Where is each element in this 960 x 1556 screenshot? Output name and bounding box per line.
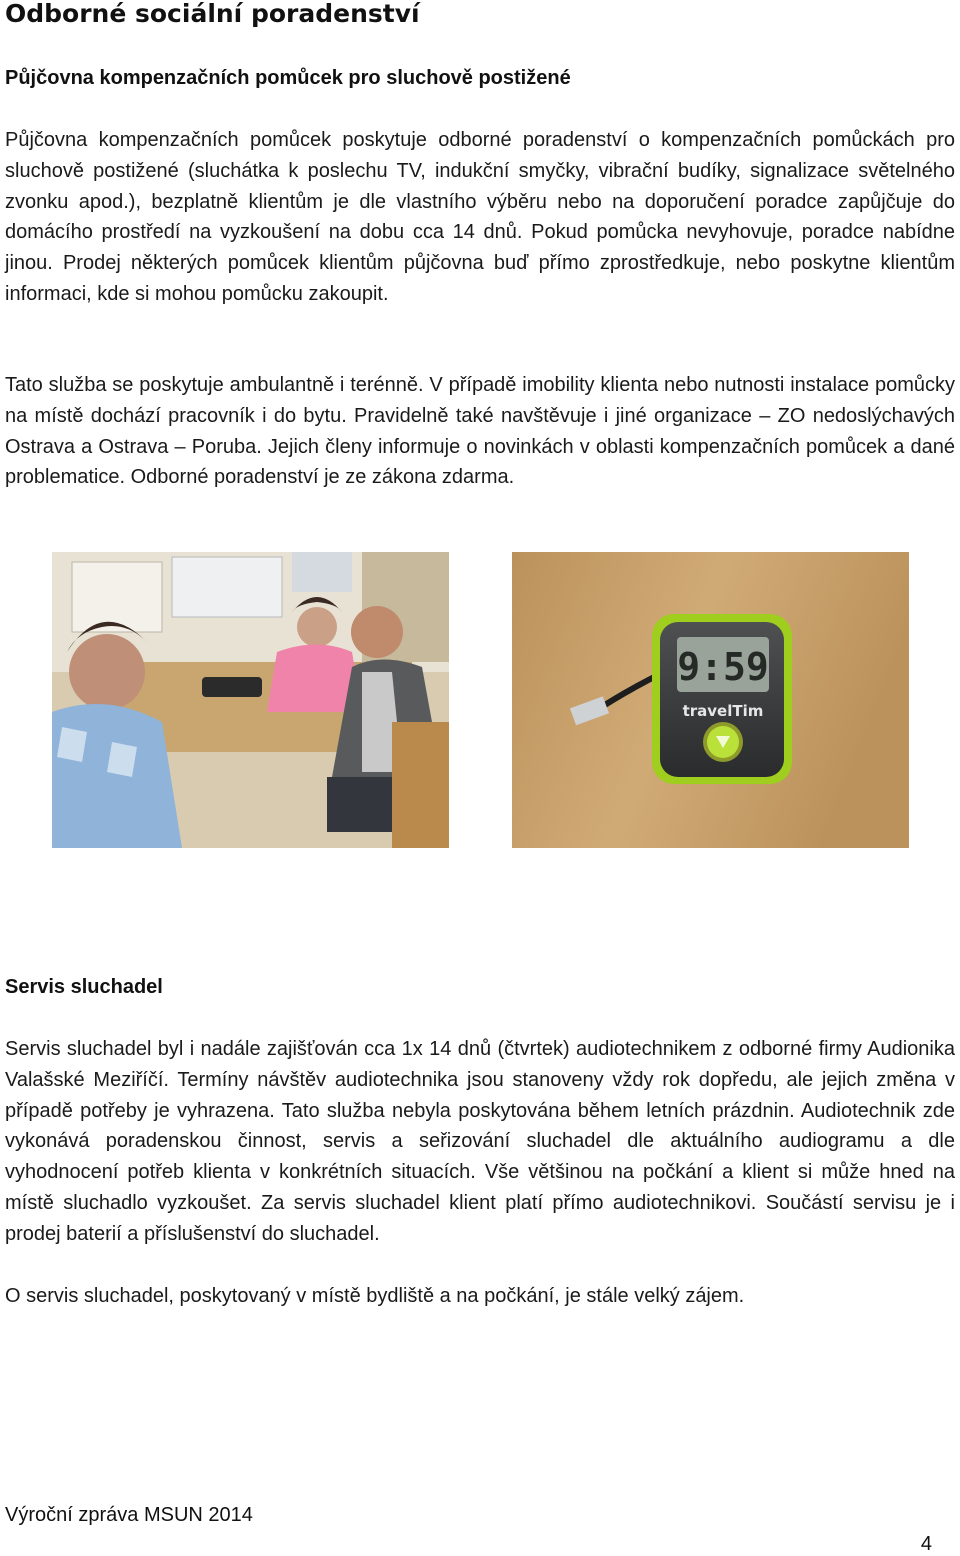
vibrating-alarm-device-photo [512,552,909,848]
page-number: 4 [920,1533,932,1555]
paragraph-loan-service-1: Půjčovna kompenzačních pomůcek poskytuje odborné poradenství o kompenzačních pomůckách pro sluchově postižené (sluchátka k poslechu TV, indukční smyčky, vibrační budíky, signalizace světelného zvonku apod.), bezplatně klientům je dle vlastního výběru nebo na doporučení poradce zapůjčuje do domácího prostředí na vyzkoušení na dobu cca 14 dnů. Pokud pomůcka nevyhovuje, poradce nabídne jinou. Prodej některých pomůcek klientům půjčovna buď přímo zprostředkuje, nebo poskytne klientům informaci, kde si mohou pomůcku zakoupit. [5,129,955,305]
alarm-device-icon [512,552,909,848]
footer-report-title: Výroční zpráva MSUN 2014 [5,1504,253,1526]
section-heading-loan-service: Půjčovna kompenzačních pomůcek pro sluchově postižené [5,67,571,89]
paragraph-hearing-aid-service-1: Servis sluchadel byl i nadále zajišťován cca 1x 14 dnů (čtvrtek) audiotechnikem z odborné firmy Audionika Valašské Meziříčí. Termíny návštěv audiotechnika jsou stanoveny vždy rok dopředu, ale jejich změna v případě potřeby je vyhrazena. Tato služba nebyla poskytována během letních prázdnin. Audiotechnik zde vykonává poradenskou činnost, servis a seřizování sluchadel dle aktuálního audiogramu a dle vyhodnocení potřeb klienta v konkrétních situacích. Vše většinou na počkání a klient si může hned na místě sluchadlo vyzkoušet. Za servis sluchadel klient platí přímo audiotechnikovi. Součástí servisu je i prodej baterií a příslušenství do sluchadel. [5,1038,955,1245]
consultation-photo-icon [52,552,449,848]
paragraph-hearing-aid-service-2: O servis sluchadel, poskytovaný v místě bydliště a na počkání, je stále velký zájem. [5,1285,745,1307]
page-title: Odborné sociální poradenství [5,0,420,28]
paragraph-loan-service-2: Tato služba se poskytuje ambulantně i terénně. V případě imobility klienta nebo nutnosti instalace pomůcky na místě dochází pracovník i do bytu. Pravidelně také navštěvuje i jiné organizace – ZO nedoslýchavých Ostrava a Ostrava – Poruba. Jejich členy informuje o novinkách v oblasti kompenzačních pomůcek a dané problematice. Odborné poradenství je ze zákona zdarma. [5,374,955,489]
device-brand-label: travelTim [682,702,764,720]
section-heading-hearing-aid-service: Servis sluchadel [5,976,163,998]
consultation-photo [52,552,449,848]
device-display-time: 9:59 [677,645,769,689]
